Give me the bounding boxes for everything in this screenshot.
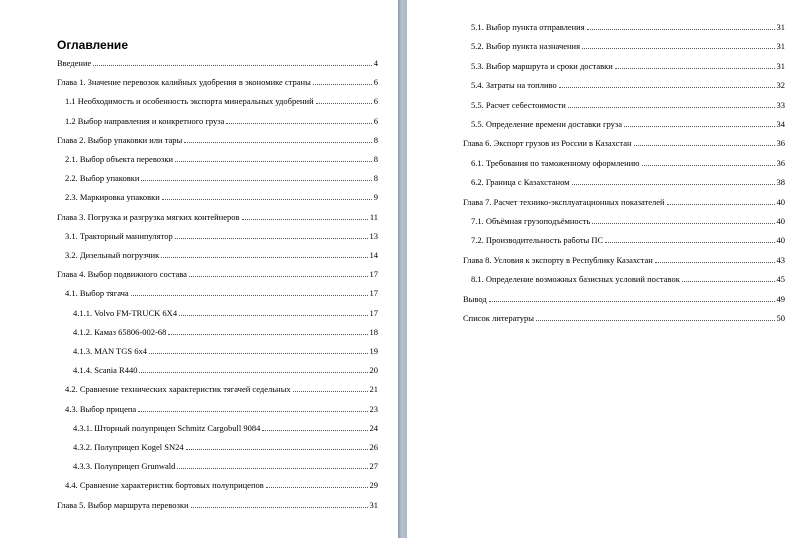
toc-entry[interactable] (73, 461, 378, 471)
toc-dot-leader (682, 281, 775, 282)
toc-entry-title: 5.2. Выбор пункта назначения (471, 41, 581, 52)
toc-entry[interactable] (65, 250, 378, 260)
toc-dot-leader (266, 487, 368, 488)
toc-entry-page: 40 (776, 196, 785, 207)
toc-dot-leader (316, 103, 372, 104)
toc-entry[interactable] (463, 255, 785, 265)
toc-entry[interactable] (73, 346, 378, 356)
toc-entry-page: 17 (369, 288, 378, 299)
toc-entry-page: 9 (373, 192, 378, 203)
toc-dot-leader (184, 142, 371, 143)
toc-entry-page: 40 (776, 216, 785, 226)
toc-entry-title: Глава 7. Расчет технико-эксплуатационных показателей (463, 196, 665, 207)
toc-entry[interactable] (471, 80, 785, 90)
toc-entry-page: 14 (369, 250, 378, 260)
toc-dot-leader (162, 199, 372, 200)
toc-entry-title: 3.1. Тракторный манипулятор (65, 230, 173, 241)
toc-entry-title: 4.1.4. Scania R440 (73, 365, 138, 376)
toc-entry[interactable] (73, 327, 378, 337)
toc-entry-title: 1.2 Выбор направления и конкретного груза (65, 115, 225, 126)
toc-dot-leader (161, 257, 367, 258)
toc-entry-page: 8 (373, 173, 378, 184)
page-gutter (398, 0, 407, 538)
toc-entry[interactable] (57, 269, 378, 279)
toc-dot-leader (138, 411, 367, 412)
toc-entry-page: 33 (776, 99, 785, 110)
toc-entry-title: 4.1. Выбор тягача (65, 288, 129, 299)
toc-entry[interactable] (463, 294, 785, 304)
toc-entry[interactable] (471, 235, 785, 245)
toc-dot-leader (624, 126, 775, 127)
toc-entry-page: 19 (369, 346, 378, 356)
toc-entry[interactable] (65, 173, 378, 183)
toc-dot-leader (592, 223, 774, 224)
toc-entry-title: 5.5. Определение времени доставки груза (471, 119, 622, 129)
toc-entry-page: 29 (369, 480, 378, 491)
toc-dot-leader (175, 238, 368, 239)
toc-entry-title: Глава 8. Условия к экспорту в Республику Казахстан (463, 254, 653, 265)
toc-entry[interactable] (463, 138, 785, 148)
toc-entry[interactable] (65, 96, 378, 106)
toc-entry-page: 31 (369, 499, 378, 510)
toc-entry-page: 6 (373, 96, 378, 107)
toc-entry-title: 4.1.3. MAN TGS 6x4 (73, 346, 147, 356)
toc-entry[interactable] (471, 177, 785, 187)
toc-entry[interactable] (73, 365, 378, 375)
toc-entry[interactable] (57, 135, 378, 145)
toc-entry[interactable] (73, 442, 378, 452)
toc-entry-title: 6.2. Граница с Казахстаном (471, 177, 570, 188)
toc-entry-title: Глава 6. Экспорт грузов из России в Казахстан (463, 138, 632, 149)
toc-dot-leader (139, 372, 367, 373)
toc-entry-page: 4 (373, 58, 378, 68)
toc-entry-title: 4.3.1. Шторный полуприцеп Schmitz Cargobull 9084 (73, 422, 261, 433)
toc-entry-page: 18 (369, 326, 378, 337)
toc-entry[interactable] (471, 41, 785, 51)
toc-entry[interactable] (65, 192, 378, 202)
toc-list-left (0, 0, 398, 538)
toc-dot-leader (242, 219, 368, 220)
toc-entry-page: 32 (776, 80, 785, 91)
toc-dot-leader (141, 180, 371, 181)
toc-entry[interactable] (65, 116, 378, 126)
toc-entry[interactable] (471, 100, 785, 110)
toc-entry-title: Глава 3. Погрузка и разгрузка мягких контейнеров (57, 211, 240, 222)
toc-entry-page: 6 (373, 77, 378, 88)
toc-entry-page: 31 (776, 41, 785, 52)
toc-dot-leader (149, 353, 368, 354)
toc-entry-title: 4.3. Выбор прицепа (65, 403, 137, 414)
toc-entry-title: 2.2. Выбор упаковки (65, 173, 140, 184)
toc-entry-page: 31 (776, 60, 785, 71)
toc-entry-page: 26 (369, 442, 378, 452)
toc-entry-page: 21 (369, 384, 378, 395)
toc-dot-leader (582, 48, 774, 49)
toc-entry-title: Глава 5. Выбор маршрута перевозки (57, 499, 189, 510)
toc-dot-leader (177, 468, 367, 469)
toc-entry[interactable] (57, 212, 378, 222)
toc-dot-leader (293, 391, 368, 392)
toc-entry-page: 8 (373, 154, 378, 164)
toc-dot-leader (587, 29, 775, 30)
toc-dot-leader (313, 84, 372, 85)
toc-dot-leader (605, 242, 774, 243)
toc-dot-leader (559, 87, 775, 88)
toc-entry[interactable] (57, 77, 378, 87)
toc-entry[interactable] (463, 197, 785, 207)
toc-entry-page: 17 (369, 307, 378, 318)
toc-dot-leader (226, 123, 371, 124)
toc-dot-leader (655, 262, 775, 263)
toc-entry[interactable] (65, 288, 378, 298)
toc-dot-leader (191, 507, 368, 508)
toc-entry-page: 24 (369, 422, 378, 433)
toc-entry-title: 7.1. Объёмная грузоподъёмность (471, 216, 591, 226)
toc-entry[interactable] (463, 313, 785, 323)
toc-entry-page: 8 (373, 134, 378, 145)
toc-entry-title: 6.1. Требования по таможенному оформлению (471, 157, 640, 168)
toc-entry[interactable] (471, 274, 785, 284)
toc-entry-title: 3.2. Дизельный погрузчик (65, 250, 160, 260)
toc-entry-page: 40 (776, 235, 785, 246)
toc-dot-leader (489, 301, 775, 302)
toc-entry-title: Введение (57, 58, 92, 68)
toc-entry-page: 20 (369, 365, 378, 376)
toc-entry-page: 49 (776, 293, 785, 304)
toc-entry-title: 5.1. Выбор пункта отправления (471, 22, 585, 32)
toc-entry-page: 50 (776, 313, 785, 323)
toc-dot-leader (93, 65, 371, 66)
toc-entry-title: 2.3. Маркировка упаковки (65, 192, 160, 203)
toc-entry-title: 4.3.3. Полуприцеп Grunwald (73, 461, 176, 472)
toc-entry-title: 8.1. Определение возможных базисных условий поставок (471, 274, 680, 285)
toc-entry-title: 4.3.2. Полуприцеп Kogel SN24 (73, 442, 184, 452)
document-page-left (0, 0, 398, 538)
toc-entry[interactable] (471, 216, 785, 226)
toc-entry-title: Глава 1. Значение перевозок калийных удобрения в экономике страны (57, 77, 311, 88)
toc-entry-page: 27 (369, 461, 378, 472)
document-page-right (407, 0, 804, 538)
toc-entry-title: 4.1.1. Volvo FM-TRUCK 6X4 (73, 307, 178, 318)
toc-dot-leader (634, 145, 775, 146)
toc-entry-page: 13 (369, 230, 378, 241)
toc-entry-title: 5.5. Расчет себестоимости (471, 99, 566, 110)
toc-entry-page: 36 (776, 157, 785, 168)
toc-dot-leader (536, 320, 775, 321)
toc-entry-title: 5.4. Затраты на топливо (471, 80, 557, 91)
toc-entry[interactable] (65, 384, 378, 394)
toc-entry-title: Глава 4. Выбор подвижного состава (57, 269, 187, 280)
toc-entry-title: 4.4. Сравнение характеристик бортовых полуприцепов (65, 480, 264, 491)
toc-entry-title: Вывод (463, 293, 487, 304)
toc-dot-leader (186, 449, 368, 450)
toc-entry-page: 43 (776, 254, 785, 265)
toc-entry-title: 1.1 Необходимость и особенность экспорта минеральных удобрений (65, 96, 314, 107)
toc-entry-page: 17 (369, 269, 378, 280)
toc-list-right (407, 0, 804, 538)
toc-dot-leader (189, 276, 368, 277)
toc-dot-leader (615, 68, 775, 69)
toc-entry[interactable] (65, 404, 378, 414)
toc-entry-page: 45 (776, 274, 785, 285)
toc-entry[interactable] (65, 231, 378, 241)
toc-entry-title: 4.1.2. Камаз 65806-002-68 (73, 326, 167, 337)
toc-entry[interactable] (57, 500, 378, 510)
toc-dot-leader (131, 295, 368, 296)
toc-entry[interactable] (57, 58, 378, 68)
toc-entry-page: 11 (369, 211, 378, 222)
toc-entry-title: 5.3. Выбор маршрута и сроки доставки (471, 60, 613, 71)
toc-entry[interactable] (65, 154, 378, 164)
toc-entry-title: 7.2. Производительность работы ПС (471, 235, 604, 246)
toc-dot-leader (572, 184, 775, 185)
toc-entry-page: 34 (776, 119, 785, 129)
toc-dot-leader (568, 107, 775, 108)
toc-entry-title: 2.1. Выбор объекта перевозки (65, 154, 174, 164)
toc-entry[interactable] (65, 480, 378, 490)
toc-entry[interactable] (471, 119, 785, 129)
toc-entry[interactable] (471, 61, 785, 71)
toc-entry-page: 23 (369, 403, 378, 414)
toc-entry[interactable] (471, 22, 785, 32)
toc-entry[interactable] (471, 158, 785, 168)
toc-dot-leader (168, 334, 367, 335)
toc-entry-page: 36 (776, 138, 785, 149)
toc-entry[interactable] (73, 423, 378, 433)
toc-entry-page: 38 (776, 177, 785, 188)
toc-dot-leader (262, 430, 367, 431)
toc-entry-page: 6 (373, 115, 378, 126)
toc-entry-page: 31 (776, 22, 785, 32)
toc-dot-leader (642, 165, 775, 166)
toc-dot-leader (175, 161, 372, 162)
toc-entry-title: Глава 2. Выбор упаковки или тары (57, 134, 183, 145)
toc-heading: Оглавление (57, 38, 128, 52)
toc-dot-leader (667, 204, 775, 205)
toc-entry-title: Список литературы (463, 313, 534, 323)
toc-entry-title: 4.2. Сравнение технических характеристик тягачей седельных (65, 384, 291, 395)
toc-dot-leader (179, 315, 367, 316)
toc-entry[interactable] (73, 308, 378, 318)
